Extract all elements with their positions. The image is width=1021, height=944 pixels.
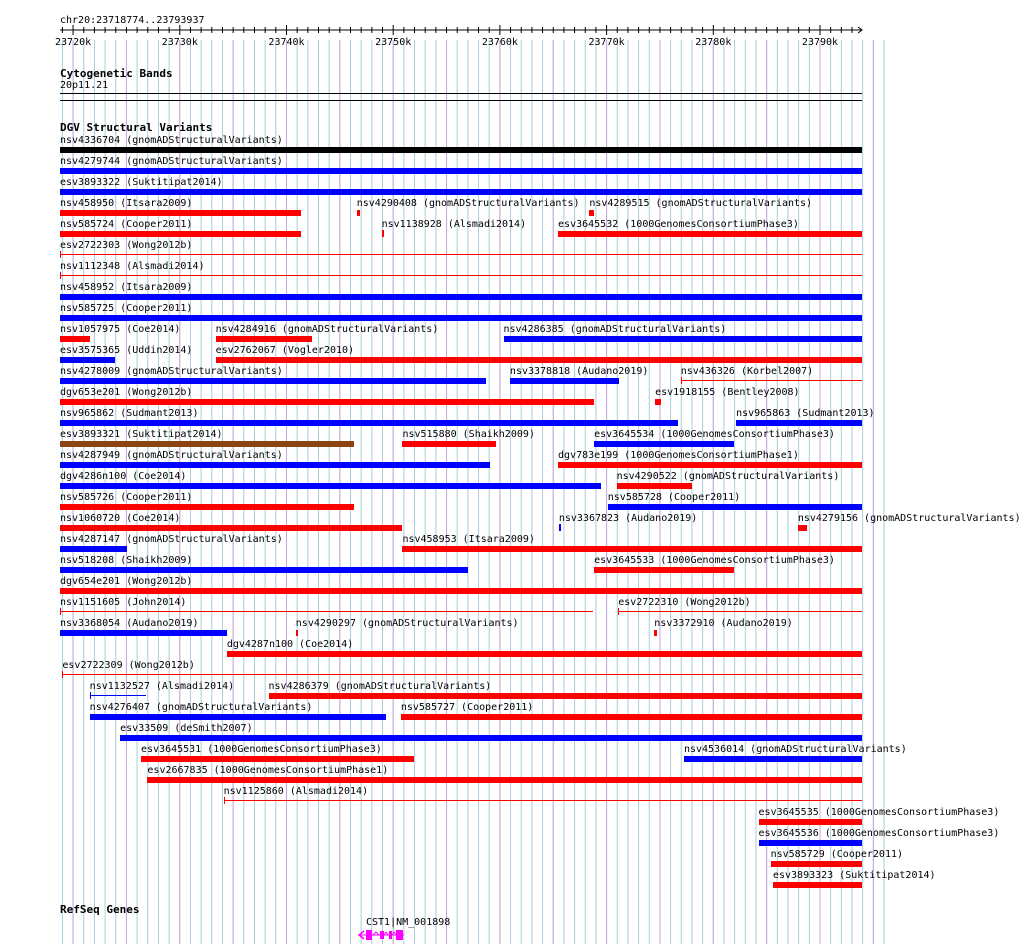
dgv-feature-label[interactable]: nsv4290522 (gnomADStructuralVariants) (616, 471, 840, 482)
dgv-feature-label[interactable]: nsv3368054 (Audano2019) (60, 618, 199, 629)
dgv-feature-bar[interactable] (681, 380, 862, 381)
dgv-feature-label[interactable]: esv3645534 (1000GenomesConsortiumPhase3) (594, 429, 835, 440)
dgv-feature-bar[interactable] (60, 254, 862, 255)
dgv-feature-label[interactable]: esv3893321 (Suktitipat2014) (60, 429, 223, 440)
dgv-feature-label[interactable]: esv3893322 (Suktitipat2014) (60, 177, 223, 188)
dgv-feature-bar[interactable] (655, 399, 661, 405)
dgv-feature-bar[interactable] (504, 336, 862, 342)
dgv-feature-bar[interactable] (60, 611, 593, 612)
dgv-feature-label[interactable]: esv2722310 (Wong2012b) (618, 597, 751, 608)
cytoband-track-title[interactable]: Cytogenetic Bands (60, 67, 173, 80)
dgv-feature-label[interactable]: nsv4336704 (gnomADStructuralVariants) (60, 135, 283, 146)
dgv-feature-label[interactable]: nsv3378818 (Audano2019) (509, 366, 649, 377)
dgv-feature-bar[interactable] (60, 147, 862, 153)
gene-label[interactable]: CST1|NM_001898 (366, 917, 451, 928)
dgv-feature-label[interactable]: nsv1132527 (Alsmadi2014) (89, 681, 235, 692)
dgv-feature-bar[interactable] (382, 230, 384, 237)
dgv-feature-label[interactable]: nsv4290408 (gnomADStructuralVariants) (356, 198, 580, 209)
dgv-feature-bar[interactable] (62, 674, 862, 675)
ruler-tick-label: 23720k (55, 37, 92, 48)
dgv-feature-bar[interactable] (60, 275, 862, 276)
dgv-feature-bar[interactable] (147, 777, 862, 783)
dgv-feature-label[interactable]: nsv4286379 (gnomADStructuralVariants) (268, 681, 492, 692)
cytoband-line-top (60, 93, 862, 94)
dgv-feature-label[interactable]: esv33509 (deSmith2007) (120, 723, 253, 734)
dgv-feature-label[interactable]: nsv3367823 (Audano2019) (558, 513, 698, 524)
dgv-feature-bar[interactable] (558, 231, 862, 237)
dgv-feature-label[interactable]: nsv3372910 (Audano2019) (654, 618, 793, 629)
dgv-feature-label[interactable]: esv3645536 (1000GenomesConsortiumPhase3) (758, 828, 1000, 839)
dgv-feature-label[interactable]: esv3645533 (1000GenomesConsortiumPhase3) (594, 555, 835, 566)
dgv-feature-bar[interactable] (402, 546, 862, 552)
scale-ruler (0, 0, 890, 60)
dgv-feature-label[interactable]: nsv515880 (Shaikh2009) (402, 429, 535, 440)
dgv-feature-label[interactable]: nsv1057975 (Coe2014) (60, 324, 181, 335)
dgv-feature-bar[interactable] (771, 861, 862, 867)
dgv-feature-bar[interactable] (296, 630, 298, 636)
dgv-feature-bar[interactable] (60, 189, 862, 195)
gene-model-cst1[interactable] (356, 928, 416, 942)
dgv-feature-bar[interactable] (90, 695, 146, 696)
dgv-feature-label[interactable]: nsv4290297 (gnomADStructuralVariants) (295, 618, 519, 629)
ruler-tick-label: 23760k (481, 37, 518, 48)
dgv-feature-bar[interactable] (224, 800, 862, 801)
dgv-feature-bar[interactable] (594, 567, 734, 573)
dgv-feature-bar[interactable] (269, 693, 862, 699)
dgv-feature-label[interactable]: nsv585724 (Cooper2011) (60, 219, 193, 230)
dgv-feature-bar[interactable] (227, 651, 862, 657)
dgv-feature-label[interactable]: nsv458953 (Itsara2009) (402, 534, 535, 545)
dgv-feature-bar[interactable] (60, 588, 862, 594)
dgv-feature-label[interactable]: esv3645535 (1000GenomesConsortiumPhase3) (758, 807, 1000, 818)
dgv-feature-bar[interactable] (60, 441, 354, 447)
dgv-feature-bar[interactable] (60, 462, 490, 468)
dgv-feature-bar[interactable] (60, 399, 594, 405)
dgv-feature-bar[interactable] (773, 882, 862, 888)
dgv-feature-label[interactable]: esv3575365 (Uddin2014) (60, 345, 193, 356)
dgv-feature-bar[interactable] (60, 315, 862, 321)
dgv-feature-bar[interactable] (60, 378, 486, 384)
dgv-feature-label[interactable]: esv2722309 (Wong2012b) (62, 660, 195, 671)
dgv-feature-label[interactable]: nsv4279744 (gnomADStructuralVariants) (60, 156, 283, 167)
refseq-track-title[interactable]: RefSeq Genes (60, 903, 140, 916)
dgv-feature-label[interactable]: nsv4278009 (gnomADStructuralVariants) (60, 366, 283, 377)
dgv-feature-label[interactable]: nsv585726 (Cooper2011) (60, 492, 193, 503)
dgv-feature-bar[interactable] (594, 441, 734, 447)
dgv-feature-bar[interactable] (617, 483, 692, 489)
dgv-feature-bar[interactable] (216, 336, 312, 342)
dgv-feature-bar[interactable] (60, 231, 301, 237)
dgv-feature-label[interactable]: nsv1125860 (Alsmadi2014) (223, 786, 369, 797)
position-label: chr20:23718774..23793937 (60, 15, 205, 26)
dgv-feature-label[interactable]: nsv1138928 (Alsmadi2014) (381, 219, 527, 230)
dgv-feature-bar[interactable] (357, 210, 360, 216)
dgv-feature-bar[interactable] (60, 525, 402, 531)
dgv-feature-bar[interactable] (558, 462, 862, 468)
dgv-feature-bar[interactable] (736, 420, 862, 426)
dgv-feature-label[interactable]: esv2722303 (Wong2012b) (60, 240, 193, 251)
dgv-feature-bar[interactable] (60, 546, 127, 552)
dgv-feature-label[interactable]: nsv4276407 (gnomADStructuralVariants) (89, 702, 313, 713)
dgv-feature-label[interactable]: dgv653e201 (Wong2012b) (60, 387, 193, 398)
dgv-feature-label[interactable]: nsv4287949 (gnomADStructuralVariants) (60, 450, 283, 461)
dgv-feature-label[interactable]: nsv4286385 (gnomADStructuralVariants) (503, 324, 727, 335)
dgv-feature-bar[interactable] (141, 756, 414, 762)
dgv-feature-bar[interactable] (60, 210, 301, 216)
dgv-feature-bar[interactable] (60, 420, 678, 426)
dgv-feature-label[interactable]: nsv585728 (Cooper2011) (607, 492, 741, 503)
dgv-feature-label[interactable]: nsv4284916 (gnomADStructuralVariants) (215, 324, 439, 335)
ruler-tick-label: 23780k (695, 37, 732, 48)
dgv-feature-label[interactable]: nsv585727 (Cooper2011) (400, 702, 534, 713)
dgv-feature-bar[interactable] (60, 483, 601, 489)
dgv-feature-label[interactable]: nsv4536014 (gnomADStructuralVariants) (683, 744, 907, 755)
dgv-feature-label[interactable]: nsv585729 (Cooper2011) (770, 849, 904, 860)
dgv-feature-label[interactable]: nsv965862 (Sudmant2013) (60, 408, 199, 419)
dgv-feature-bar[interactable] (589, 210, 594, 216)
cytoband-line-bottom (60, 100, 862, 101)
dgv-feature-bar[interactable] (608, 504, 862, 510)
dgv-feature-label[interactable]: nsv458952 (Itsara2009) (60, 282, 193, 293)
dgv-feature-bar[interactable] (216, 357, 862, 363)
dgv-feature-label[interactable]: nsv1151605 (John2014) (60, 597, 187, 608)
dgv-feature-bar[interactable] (60, 357, 115, 363)
ruler-tick-label: 23770k (588, 37, 625, 48)
dgv-feature-label[interactable]: dgv654e201 (Wong2012b) (60, 576, 193, 587)
ruler-tick-label: 23740k (268, 37, 305, 48)
dgv-feature-label[interactable]: nsv458950 (Itsara2009) (60, 198, 193, 209)
dgv-feature-bar[interactable] (559, 524, 561, 531)
dgv-feature-label[interactable]: esv3645531 (1000GenomesConsortiumPhase3) (141, 744, 382, 755)
dgv-feature-bar[interactable] (60, 504, 354, 510)
dgv-feature-label[interactable]: dgv783e199 (1000GenomesConsortiumPhase1) (558, 450, 799, 461)
dgv-feature-label[interactable]: nsv1112348 (Alsmadi2014) (60, 261, 205, 272)
dgv-feature-bar[interactable] (510, 378, 619, 384)
dgv-feature-bar[interactable] (759, 819, 862, 825)
dgv-feature-bar[interactable] (798, 525, 807, 531)
dgv-feature-label[interactable]: esv2762067 (Vogler2010) (215, 345, 355, 356)
dgv-feature-label[interactable]: nsv436326 (Korbel2007) (680, 366, 814, 377)
dgv-feature-bar[interactable] (684, 756, 862, 762)
dgv-feature-label[interactable]: nsv4289515 (gnomADStructuralVariants) (589, 198, 813, 209)
dgv-feature-bar[interactable] (90, 714, 386, 720)
dgv-feature-bar[interactable] (120, 735, 862, 741)
ruler-tick-label: 23750k (375, 37, 412, 48)
cytoband-label: 20p11.21 (60, 80, 109, 91)
dgv-feature-bar[interactable] (401, 714, 862, 720)
dgv-feature-bar[interactable] (60, 630, 227, 636)
dgv-feature-label[interactable]: esv3645532 (1000GenomesConsortiumPhase3) (558, 219, 799, 230)
ruler-tick-label: 23790k (801, 37, 839, 48)
dgv-feature-label[interactable]: nsv965863 (Sudmant2013) (736, 408, 875, 419)
dgv-feature-bar[interactable] (60, 567, 468, 573)
dgv-feature-bar[interactable] (759, 840, 862, 846)
dgv-feature-label[interactable]: nsv4287147 (gnomADStructuralVariants) (60, 534, 283, 545)
dgv-feature-bar[interactable] (60, 168, 862, 174)
dgv-feature-label[interactable]: esv1918155 (Bentley2008) (655, 387, 800, 398)
dgv-feature-label[interactable]: esv2667835 (1000GenomesConsortiumPhase1) (147, 765, 389, 776)
dgv-feature-label[interactable]: nsv518208 (Shaikh2009) (60, 555, 193, 566)
dgv-feature-bar[interactable] (618, 611, 862, 612)
dgv-feature-label[interactable]: dgv4287n100 (Coe2014) (226, 639, 354, 650)
dgv-track-title[interactable]: DGV Structural Variants (60, 121, 213, 134)
dgv-feature-label[interactable]: esv3893323 (Suktitipat2014) (772, 870, 936, 881)
dgv-feature-label[interactable]: nsv585725 (Cooper2011) (60, 303, 193, 314)
dgv-feature-bar[interactable] (60, 294, 862, 300)
dgv-feature-label[interactable]: dgv4286n100 (Coe2014) (60, 471, 187, 482)
dgv-feature-label[interactable]: nsv1060720 (Coe2014) (60, 513, 181, 524)
dgv-feature-bar[interactable] (654, 630, 656, 636)
dgv-feature-label[interactable]: nsv4279156 (gnomADStructuralVariants) (797, 513, 1021, 524)
dgv-feature-bar[interactable] (402, 441, 496, 447)
dgv-feature-bar[interactable] (60, 336, 90, 342)
ruler-tick-label: 23730k (161, 37, 198, 48)
